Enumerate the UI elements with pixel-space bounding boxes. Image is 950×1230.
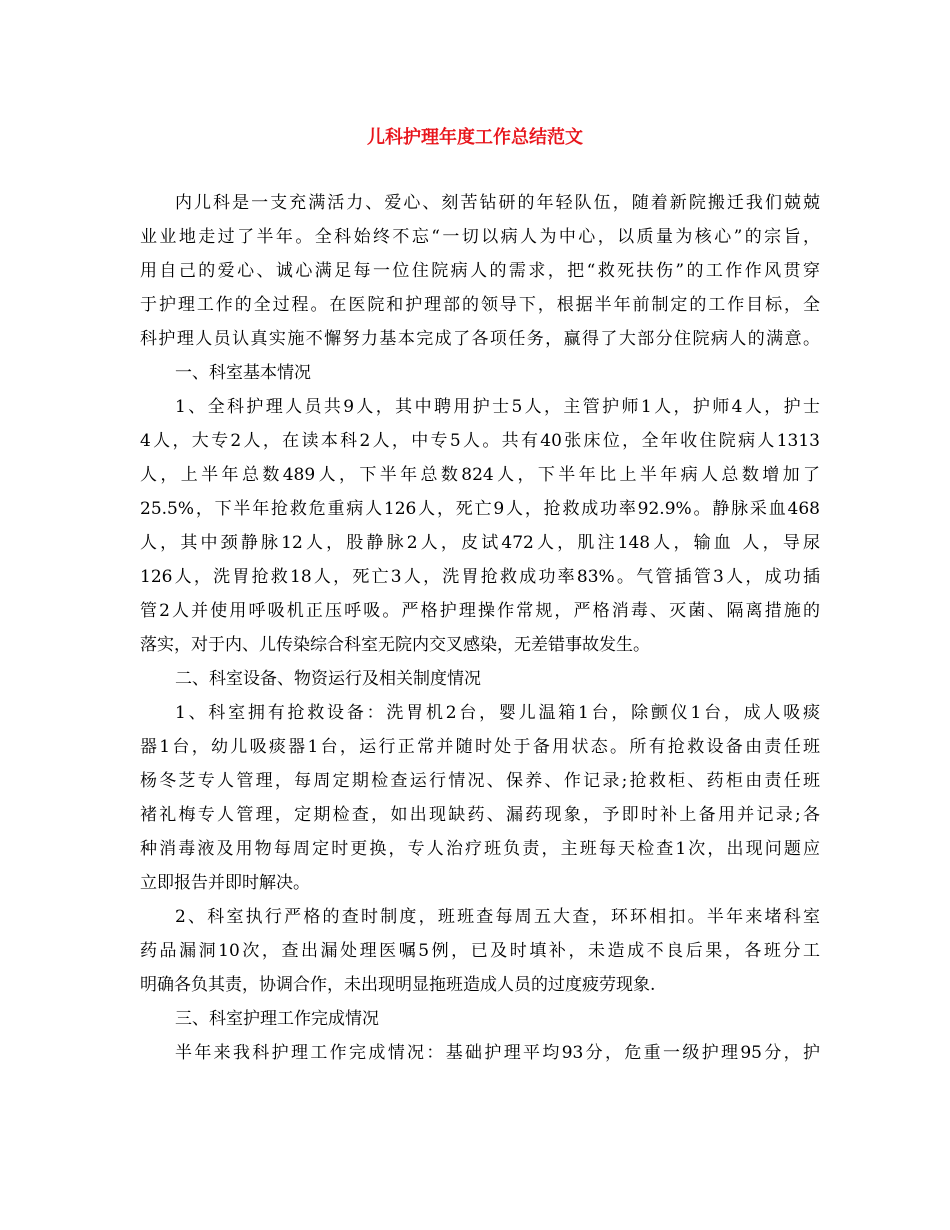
text-line: 于护理工作的全过程。在医院和护理部的领导下，根据半年前制定的工作目标，全 [140,295,820,315]
text-line: 126人，洗胃抢救18人，死亡3人，洗胃抢救成功率83%。气管插管3人，成功插 [140,567,820,587]
text-line: 1、科室拥有抢救设备：洗胃机2台，婴儿温箱1台，除颤仪1台，成人吸痰 [175,703,820,723]
text-line: 三、科室护理工作完成情况 [175,1009,379,1029]
text-line: 半年来我科护理工作完成情况：基础护理平均93分，危重一级护理95分，护 [175,1043,820,1063]
document-title: 儿科护理年度工作总结范文 [367,127,583,148]
text-line: 药品漏洞10次，查出漏处理医嘱5例，已及时填补，未造成不良后果，各班分工 [140,941,820,961]
text-line: 2、科室执行严格的查时制度，班班查每周五大查，环环相扣。半年来堵科室 [175,907,820,927]
text-line: 4人，大专2人，在读本科2人，中专5人。共有40张床位，全年收住院病人1313 [140,431,820,451]
text-line: 褚礼梅专人管理，定期检查，如出现缺药、漏药现象，予即时补上备用并记录;各 [140,805,820,825]
text-line: 落实，对于内、儿传染综合科室无院内交叉感染，无差错事故发生。 [140,635,650,655]
text-line: 管2人并使用呼吸机正压呼吸。严格护理操作常规，严格消毒、灭菌、隔离措施的 [140,601,820,621]
text-line: 业业地走过了半年。全科始终不忘“一切以病人为中心，以质量为核心”的宗旨， [140,227,820,247]
text-line: 1、全科护理人员共9人，其中聘用护士5人，主管护师1人，护师4人，护士 [175,397,820,417]
text-line: 用自己的爱心、诚心满足每一位住院病人的需求，把“救死扶伤”的工作作风贯穿 [140,261,820,281]
text-line: 一、科室基本情况 [175,363,311,383]
text-line: 器1台，幼儿吸痰器1台，运行正常并随时处于备用状态。所有抢救设备由责任班 [140,737,820,757]
text-line: 种消毒液及用物每周定时更换，专人治疗班负责，主班每天检查1次，出现问题应 [140,839,820,859]
text-line: 人，其中颈静脉12人，股静脉2人，皮试472人，肌注148人，输血 人，导尿 [140,533,820,553]
text-line: 二、科室设备、物资运行及相关制度情况 [175,669,481,689]
text-line: 立即报告并即时解决。 [140,873,310,893]
document-body [140,186,820,1070]
text-line: 内儿科是一支充满活力、爱心、刻苦钻研的年轻队伍，随着新院搬迁我们兢兢 [175,193,820,213]
text-line: 杨冬芝专人管理，每周定期检查运行情况、保养、作记录;抢救柜、药柜由责任班 [140,771,820,791]
text-line: 人，上半年总数489人，下半年总数824人，下半年比上半年病人总数增加了 [140,465,820,485]
text-line: 科护理人员认真实施不懈努力基本完成了各项任务，赢得了大部分住院病人的满意。 [140,329,820,349]
text-line: 25.5%，下半年抢救危重病人126人，死亡9人，抢救成功率92.9%。静脉采血468 [140,499,820,519]
text-line: 明确各负其责，协调合作，未出现明显拖班造成人员的过度疲劳现象. [140,975,656,995]
